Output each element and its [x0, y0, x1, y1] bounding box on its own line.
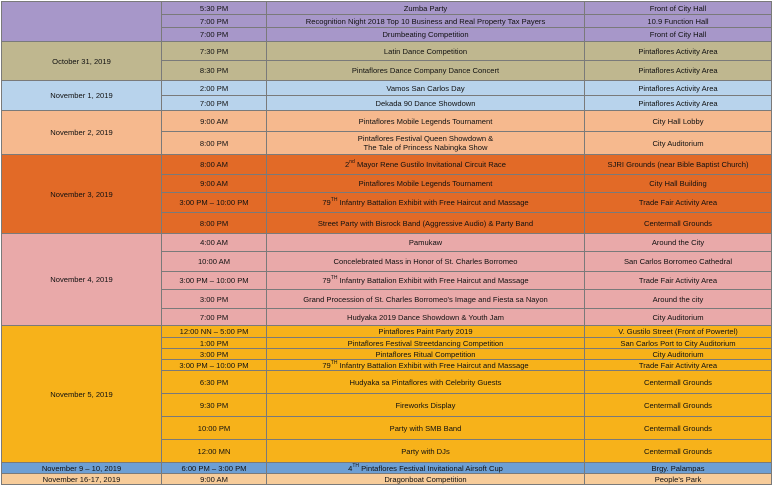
event-number: 79: [322, 360, 331, 370]
time-cell: 7:00 PM: [162, 309, 267, 326]
event-cell: [267, 96, 585, 111]
time-cell: 6:30 PM: [162, 371, 267, 394]
event-cell: [267, 213, 585, 234]
schedule-body: [2, 2, 772, 485]
event-title: Concelebrated Mass in Honor of St. Charles Borromeo: [333, 257, 518, 266]
event-title: Infantry Battalion Exhibit with Free Haircut and Massage: [337, 276, 529, 285]
venue-cell: Around the City: [585, 234, 772, 252]
event-title: Pintaflores Festival Streetdancing Competition: [347, 338, 504, 348]
schedule-row: [2, 155, 772, 175]
date-cell: November 1, 2019: [2, 81, 162, 111]
time-cell: 3:00 PM – 10:00 PM: [162, 193, 267, 213]
venue-cell: Centermall Grounds: [585, 371, 772, 394]
time-cell: 5:30 PM: [162, 2, 267, 15]
schedule-row: [2, 234, 772, 252]
venue-cell: Pintaflores Activity Area: [585, 81, 772, 96]
venue-cell: Front of City Hall: [585, 2, 772, 15]
time-cell: 6:00 PM – 3:00 PM: [162, 463, 267, 474]
venue-cell: SJRI Grounds (near Bible Baptist Church): [585, 155, 772, 175]
event-cell: [267, 193, 585, 213]
event-ordinal-suffix: TH: [330, 359, 338, 366]
event-cell: [267, 111, 585, 132]
schedule-row: [2, 326, 772, 338]
time-cell: 10:00 AM: [162, 252, 267, 272]
time-cell: 8:30 PM: [162, 61, 267, 81]
event-ordinal-suffix: TH: [330, 197, 338, 203]
schedule-row: [2, 474, 772, 485]
event-cell: [267, 61, 585, 81]
event-cell: [267, 81, 585, 96]
event-title: Recognition Night 2018 Top 10 Business and Real Property Tax Payers: [305, 16, 546, 26]
event-cell: [267, 28, 585, 42]
venue-cell: San Carlos Port to City Auditorium: [585, 338, 772, 349]
date-cell: November 9 – 10, 2019: [2, 463, 162, 474]
event-title: Infantry Battalion Exhibit with Free Haircut and Massage: [337, 360, 529, 370]
schedule-row: [2, 111, 772, 132]
venue-cell: City Auditorium: [585, 132, 772, 155]
schedule-row: [2, 81, 772, 96]
date-cell: [2, 2, 162, 42]
event-cell: [267, 309, 585, 326]
venue-cell: Front of City Hall: [585, 28, 772, 42]
date-cell: November 5, 2019: [2, 326, 162, 463]
schedule-table: [1, 1, 772, 485]
time-cell: 9:00 AM: [162, 474, 267, 485]
event-title: Pintaflores Ritual Competition: [375, 349, 476, 359]
venue-cell: Pintaflores Activity Area: [585, 42, 772, 61]
schedule-row: [2, 463, 772, 474]
event-number: 4: [348, 463, 353, 473]
event-ordinal-suffix: TH: [330, 275, 338, 281]
event-title: Hudyaka sa Pintaflores with Celebrity Guests: [349, 377, 502, 387]
venue-cell: City Hall Lobby: [585, 111, 772, 132]
date-cell: November 3, 2019: [2, 155, 162, 234]
time-cell: 7:00 PM: [162, 96, 267, 111]
venue-cell: Trade Fair Activity Area: [585, 272, 772, 290]
event-title-line2: The Tale of Princess Nabingka Show: [363, 143, 488, 152]
time-cell: 3:00 PM – 10:00 PM: [162, 272, 267, 290]
event-ordinal-suffix: nd: [349, 159, 355, 165]
event-cell: [267, 338, 585, 349]
time-cell: 7:00 PM: [162, 15, 267, 28]
date-cell: October 31, 2019: [2, 42, 162, 81]
event-title: Dekada 90 Dance Showdown: [375, 98, 476, 108]
event-title: Pamukaw: [408, 238, 443, 247]
event-title: Pintaflores Dance Company Dance Concert: [351, 66, 500, 75]
venue-cell: Centermall Grounds: [585, 394, 772, 417]
event-cell: [267, 132, 585, 155]
event-title: Vamos San Carlos Day: [386, 83, 465, 93]
date-cell: November 16-17, 2019: [2, 474, 162, 485]
event-title: Pintaflores Festival Queen Showdown &: [357, 134, 494, 143]
time-cell: 7:00 PM: [162, 28, 267, 42]
time-cell: 8:00 PM: [162, 132, 267, 155]
event-title: Pintaflores Festival Invitational Airsoft Cup: [358, 463, 503, 473]
time-cell: 8:00 PM: [162, 213, 267, 234]
time-cell: 8:00 AM: [162, 155, 267, 175]
event-cell: [267, 417, 585, 440]
venue-cell: Centermall Grounds: [585, 213, 772, 234]
event-number: 79: [322, 276, 331, 285]
event-title: Drumbeating Competition: [382, 30, 469, 39]
event-cell: [267, 234, 585, 252]
time-cell: 3:00 PM: [162, 290, 267, 309]
time-cell: 3:00 PM: [162, 349, 267, 360]
event-cell: [267, 290, 585, 309]
venue-cell: V. Gustilo Street (Front of Powertel): [585, 326, 772, 338]
venue-cell: Centermall Grounds: [585, 440, 772, 463]
venue-cell: Brgy. Palampas: [585, 463, 772, 474]
event-number: 79: [322, 198, 331, 207]
event-title: Party with SMB Band: [389, 423, 462, 433]
event-cell: [267, 155, 585, 175]
event-cell: [267, 371, 585, 394]
event-cell: [267, 326, 585, 338]
venue-cell: City Hall Building: [585, 175, 772, 193]
time-cell: 9:30 PM: [162, 394, 267, 417]
venue-cell: Around the city: [585, 290, 772, 309]
event-title: Street Party with Bisrock Band (Aggressive Audio) & Party Band: [317, 218, 534, 228]
venue-cell: City Auditorium: [585, 349, 772, 360]
schedule-row: [2, 2, 772, 15]
venue-cell: Pintaflores Activity Area: [585, 61, 772, 81]
time-cell: 12:00 NN – 5:00 PM: [162, 326, 267, 338]
event-title: Pintaflores Paint Party 2019: [378, 327, 473, 336]
time-cell: 9:00 AM: [162, 175, 267, 193]
date-cell: November 4, 2019: [2, 234, 162, 326]
venue-cell: San Carlos Borromeo Cathedral: [585, 252, 772, 272]
venue-cell: Trade Fair Activity Area: [585, 360, 772, 371]
venue-cell: Centermall Grounds: [585, 417, 772, 440]
date-cell: November 2, 2019: [2, 111, 162, 155]
event-title: Infantry Battalion Exhibit with Free Haircut and Massage: [337, 198, 529, 207]
event-title: Mayor Rene Gustilo Invitational Circuit Race: [354, 160, 506, 169]
event-title: Pintaflores Mobile Legends Tournament: [358, 179, 493, 188]
event-cell: [267, 360, 585, 371]
event-ordinal-suffix: TH: [352, 462, 359, 469]
time-cell: 10:00 PM: [162, 417, 267, 440]
event-cell: [267, 463, 585, 474]
event-cell: [267, 474, 585, 485]
event-cell: [267, 15, 585, 28]
event-title: Hudyaka 2019 Dance Showdown & Youth Jam: [346, 312, 505, 322]
time-cell: 7:30 PM: [162, 42, 267, 61]
time-cell: 2:00 PM: [162, 81, 267, 96]
event-title: Dragonboat Competition: [384, 474, 467, 484]
schedule-row: [2, 42, 772, 61]
event-cell: [267, 42, 585, 61]
venue-cell: Pintaflores Activity Area: [585, 96, 772, 111]
venue-cell: Trade Fair Activity Area: [585, 193, 772, 213]
time-cell: 12:00 MN: [162, 440, 267, 463]
event-title: Grand Procession of St. Charles Borromeo's Image and Fiesta sa Nayon: [303, 294, 548, 304]
event-title: Latin Dance Competition: [383, 46, 468, 56]
event-cell: [267, 440, 585, 463]
event-cell: [267, 252, 585, 272]
event-title: Party with DJs: [401, 446, 450, 456]
event-cell: [267, 272, 585, 290]
event-cell: [267, 349, 585, 360]
event-title: Zumba Party: [403, 3, 448, 13]
venue-cell: People's Park: [585, 474, 772, 485]
time-cell: 4:00 AM: [162, 234, 267, 252]
event-cell: [267, 394, 585, 417]
event-number: 2: [345, 160, 350, 169]
time-cell: 3:00 PM – 10:00 PM: [162, 360, 267, 371]
venue-cell: City Auditorium: [585, 309, 772, 326]
time-cell: 9:00 AM: [162, 111, 267, 132]
event-title: Fireworks Display: [395, 400, 456, 410]
event-title: Pintaflores Mobile Legends Tournament: [358, 116, 493, 126]
time-cell: 1:00 PM: [162, 338, 267, 349]
event-cell: [267, 2, 585, 15]
venue-cell: 10.9 Function Hall: [585, 15, 772, 28]
event-cell: [267, 175, 585, 193]
